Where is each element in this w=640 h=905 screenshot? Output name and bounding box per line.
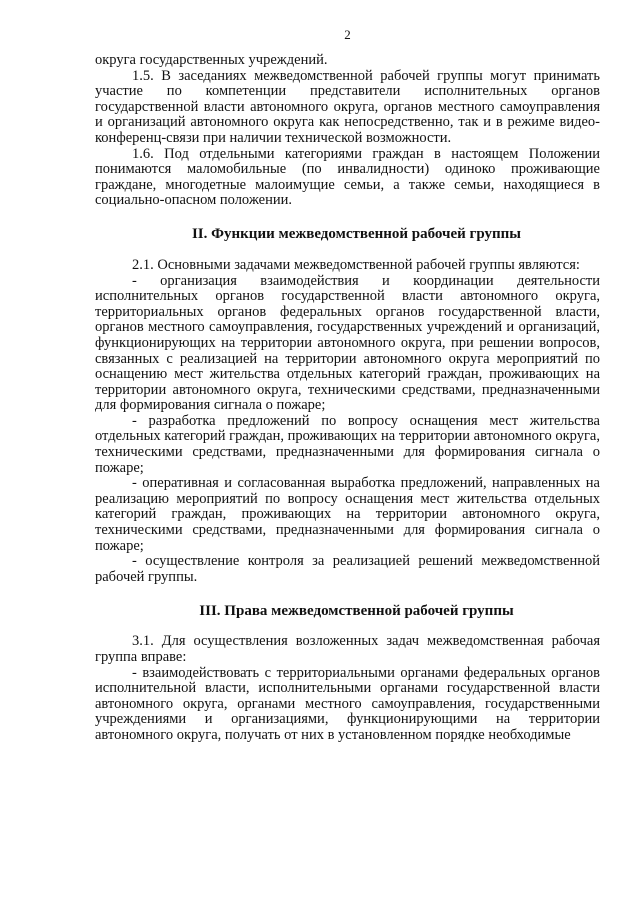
document-page: [95, 28, 600, 744]
paragraph-1-5: 1.5. В заседаниях межведомственной рабочей группы могут принимать участие по компетенции представители исполнительных органов государственной власти автономного округа, органов местного самоуправления и организаций автономного округа как непосредственно, так и в режиме видео-конференц-связи при наличии технической возможности.: [95, 67, 600, 146]
list-item: - взаимодействовать с территориальными органами федеральных органов исполнительной власти, исполнительными органами государственной власти автономного округа, органами местного самоуправления, государственными учреждениями и организациями, функционирующими на территории автономного округа, получать от них в установленном порядке необходимые: [95, 664, 600, 743]
page-number: 2: [344, 27, 351, 42]
section-3-rights-list: [95, 666, 600, 744]
continuation-text: округа государственных учреждений.: [95, 52, 328, 68]
section-2-task-list: [95, 274, 600, 586]
list-item: - оперативная и согласованная выработка предложений, направленных на реализацию мероприятий по вопросу оснащения мест жительства отдельных категорий граждан, проживающих на территории автономного округа, техническими средствами, предназначенными для формирования сигнала о пожаре;: [95, 475, 600, 554]
section-2-title: II. Функции межведомственной рабочей группы: [191, 225, 522, 242]
list-item: - осуществление контроля за реализацией решений межведомственной рабочей группы.: [95, 553, 600, 585]
section-3-title: III. Права межведомственной рабочей группы: [199, 603, 514, 620]
paragraph-1-6: 1.6. Под отдельными категориями граждан в настоящем Положении понимаются маломобильные (по инвалидности) одиноко проживающие граждане, многодетные малоимущие семьи, а также семьи, находящиеся в социально-опасном положении.: [95, 145, 600, 209]
section-2-lead: 2.1. Основными задачами межведомственной рабочей группы являются:: [132, 256, 580, 273]
list-item: - разработка предложений по вопросу оснащения мест жительства отдельных категорий граждан, проживающих на территории автономного округа, техническими средствами, предназначенными для формирования сигнала о пожаре;: [95, 412, 600, 476]
section-3-lead: 3.1. Для осуществления возложенных задач межведомственная рабочая группа вправе:: [95, 633, 600, 665]
list-item: - организация взаимодействия и координации деятельности исполнительных органов государственной власти автономного округа, территориальных органов федеральных органов государственной власти, органов местного самоуправления, государственных учреждений и организаций, функционирующих на территории автономного округа, при решении вопросов, связанных с реализацией на территории автономного округа мероприятий по оснащению мест жительства отдельных категорий граждан, проживающих на территории автономного округа, техническими средствами, предназначенными для формирования сигнала о пожаре;: [95, 272, 600, 414]
